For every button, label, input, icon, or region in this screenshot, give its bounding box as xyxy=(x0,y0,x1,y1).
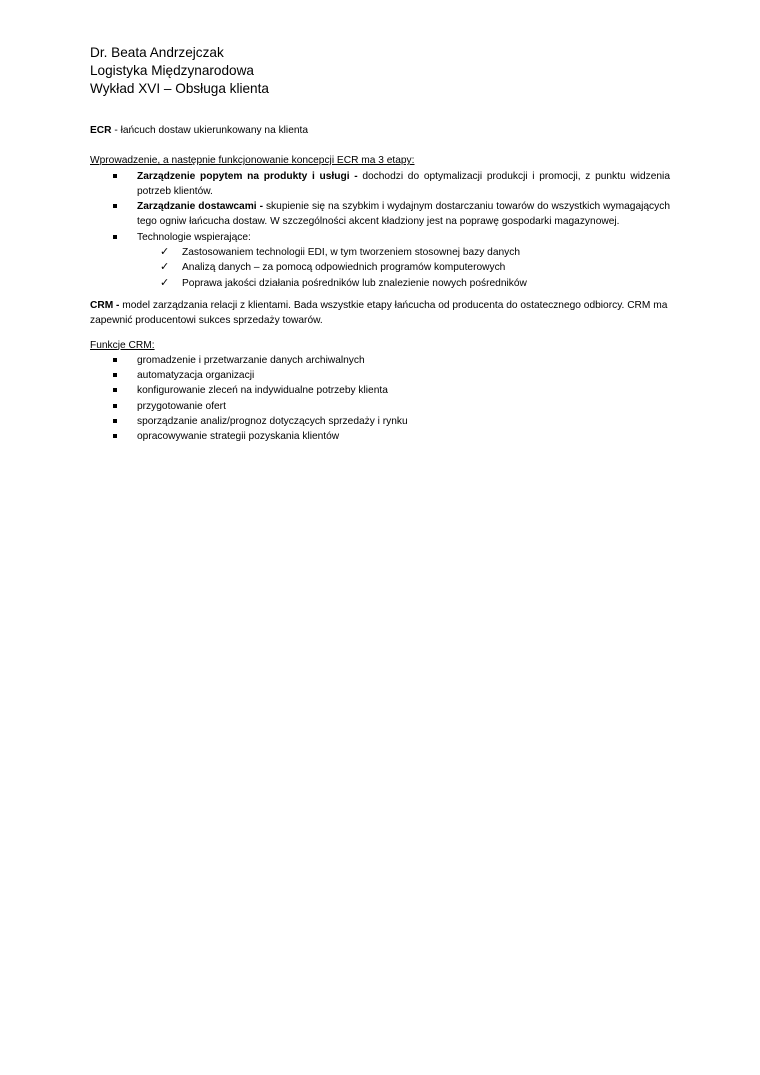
crm-definition-text: model zarządzania relacji z klientami. Bada wszystkie etapy łańcucha od producenta do ostatecznego odbiorcy. CRM ma zapewnić producentowi sukces sprzedaży towarów. xyxy=(90,299,668,327)
ecr-stages-heading: Wprowadzenie, a następnie funkcjonowanie koncepcji ECR ma 3 etapy: xyxy=(90,155,415,167)
list-item xyxy=(90,429,670,444)
technologies-list xyxy=(90,245,670,291)
function-text: konfigurowanie zleceń na indywidualne potrzeby klienta xyxy=(137,385,388,397)
crm-functions-list xyxy=(90,353,670,445)
lecture-title: Wykład XVI – Obsługa klienta xyxy=(90,81,269,96)
ecr-definition xyxy=(90,123,670,138)
list-item xyxy=(90,245,670,260)
square-bullet-icon xyxy=(113,419,117,423)
crm-functions-heading: Funkcje CRM: xyxy=(90,339,155,351)
technology-text: Poprawa jakości działania pośredników lub znalezienie nowych pośredników xyxy=(182,277,527,289)
function-text: przygotowanie ofert xyxy=(137,400,226,412)
document-body xyxy=(90,123,670,445)
crm-term: CRM - xyxy=(90,299,120,311)
ecr-term: ECR xyxy=(90,125,112,136)
function-text: opracowywanie strategii pozyskania klientów xyxy=(137,431,340,443)
function-text: gromadzenie i przetwarzanie danych archiwalnych xyxy=(137,354,365,366)
list-item xyxy=(90,199,670,230)
technology-text: Zastosowaniem technologii EDI, w tym tworzeniem stosownej bazy danych xyxy=(182,247,521,259)
document-header xyxy=(90,44,269,98)
ecr-stages-list xyxy=(90,169,670,245)
function-text: automatyzacja organizacji xyxy=(137,370,255,382)
list-item xyxy=(90,353,670,368)
list-item xyxy=(90,260,670,275)
checkmark-icon: ✓ xyxy=(160,261,170,274)
author-name: Dr. Beata Andrzejczak xyxy=(90,45,224,60)
list-item xyxy=(90,414,670,429)
checkmark-icon: ✓ xyxy=(160,276,170,289)
square-bullet-icon xyxy=(113,174,117,178)
list-item xyxy=(90,383,670,398)
square-bullet-icon xyxy=(113,373,117,377)
technology-text: Analizą danych – za pomocą odpowiednich programów komputerowych xyxy=(182,262,506,274)
list-item xyxy=(90,368,670,383)
square-bullet-icon xyxy=(113,358,117,362)
list-item xyxy=(90,230,670,245)
square-bullet-icon xyxy=(113,388,117,392)
stage-text: skupienie się na szybkim i wydajnym dostarczaniu towarów do wszystkich wymagających tego ogniw łańcucha dostaw. W szczególności akcent kładziony jest na poprawę gospodarki magazynowej. xyxy=(137,201,670,228)
stage-text: dochodzi do optymalizacji produkcji i promocji, z punktu widzenia potrzeb klientów. xyxy=(137,170,670,197)
stage-text: Technologie wspierające: xyxy=(137,231,251,243)
stage-title: Zarządzenie popytem na produkty i usługi - xyxy=(137,170,358,182)
checkmark-icon: ✓ xyxy=(160,246,170,259)
square-bullet-icon xyxy=(113,204,117,208)
list-item xyxy=(90,169,670,200)
stage-title: Zarządzanie dostawcami - xyxy=(137,201,263,213)
square-bullet-icon xyxy=(113,434,117,438)
function-text: sporządzanie analiz/prognoz dotyczących sprzedaży i rynku xyxy=(137,416,408,428)
list-item xyxy=(90,399,670,414)
course-title: Logistyka Międzynarodowa xyxy=(90,63,254,78)
square-bullet-icon xyxy=(113,404,117,408)
ecr-definition-text: - łańcuch dostaw ukierunkowany na klienta xyxy=(111,125,309,136)
crm-definition xyxy=(90,298,670,329)
square-bullet-icon xyxy=(113,235,117,239)
list-item xyxy=(90,276,670,291)
